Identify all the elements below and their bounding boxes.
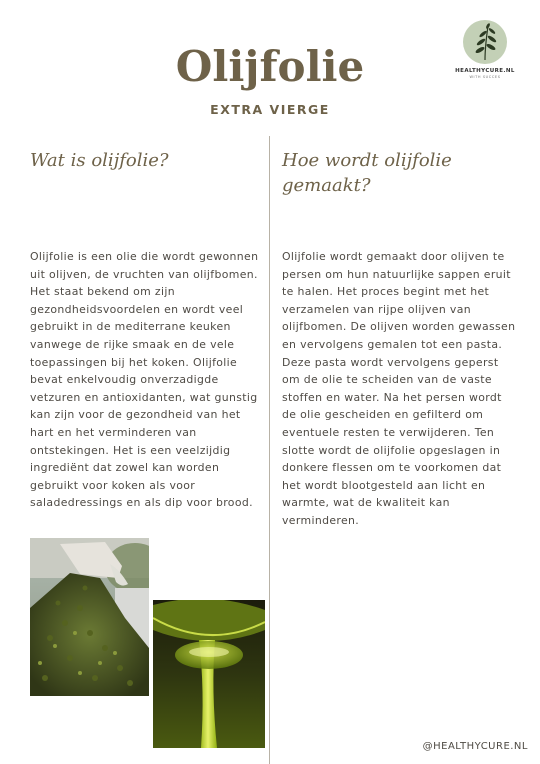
logo-name: HEALTHYCURE.NL bbox=[455, 68, 515, 74]
right-heading: Hoe wordt olijfolie gemaakt? bbox=[282, 150, 452, 196]
page-subtitle: EXTRA VIERGE bbox=[210, 102, 330, 117]
left-heading: Wat is olijfolie? bbox=[30, 150, 169, 171]
right-body: Olijfolie wordt gemaakt door olijven te persen om hun natuurlijke sappen eruit te halen. Het proces begint met het verzamelen van rijpe olijven van olijfbomen. De olijven worden gewassen en vervolgens gemalen tot een pasta. Deze pasta wordt vervolgens geperst om de olie te scheiden van de vaste stoffen en water. Na het persen wordt de olie gescheiden en gefilterd om eventuele resten te verwijderen. Ten slotte wordt de olijfolie opgeslagen in donkere flessen om te voorkomen dat het wordt blootgesteld aan licht en warmte, wat de kwaliteit kan verminderen. bbox=[282, 250, 516, 527]
brand-logo bbox=[452, 20, 518, 79]
logo-circle bbox=[463, 20, 507, 64]
olive-harvest-photo bbox=[30, 538, 149, 696]
logo-tagline: WITH SUCCES bbox=[469, 75, 501, 79]
left-body: Olijfolie is een olie die wordt gewonnen uit olijven, de vruchten van olijfbomen. Het staat bekend om zijn gezondheidsvoordelen en wordt veel gebruikt in de mediterrane keuken vanwege de rijke smaak en de vele toepassingen bij het koken. Olijfolie bevat enkelvoudig onverzadigde vetzuren en antioxidanten, wat gunstig kan zijn voor de gezondheid van het hart en het verminderen van ontstekingen. Het is een veelzijdig ingrediënt dat zowel kan worden gebruikt voor koken als voor saladedressings en als dip voor brood. bbox=[30, 250, 259, 510]
column-divider bbox=[269, 136, 270, 764]
olive-branch-icon bbox=[469, 22, 501, 62]
olive-oil-photo bbox=[153, 600, 265, 748]
page-title: Olijfolie bbox=[175, 42, 365, 91]
social-handle: @HEALTHYCURE.NL bbox=[422, 741, 528, 752]
